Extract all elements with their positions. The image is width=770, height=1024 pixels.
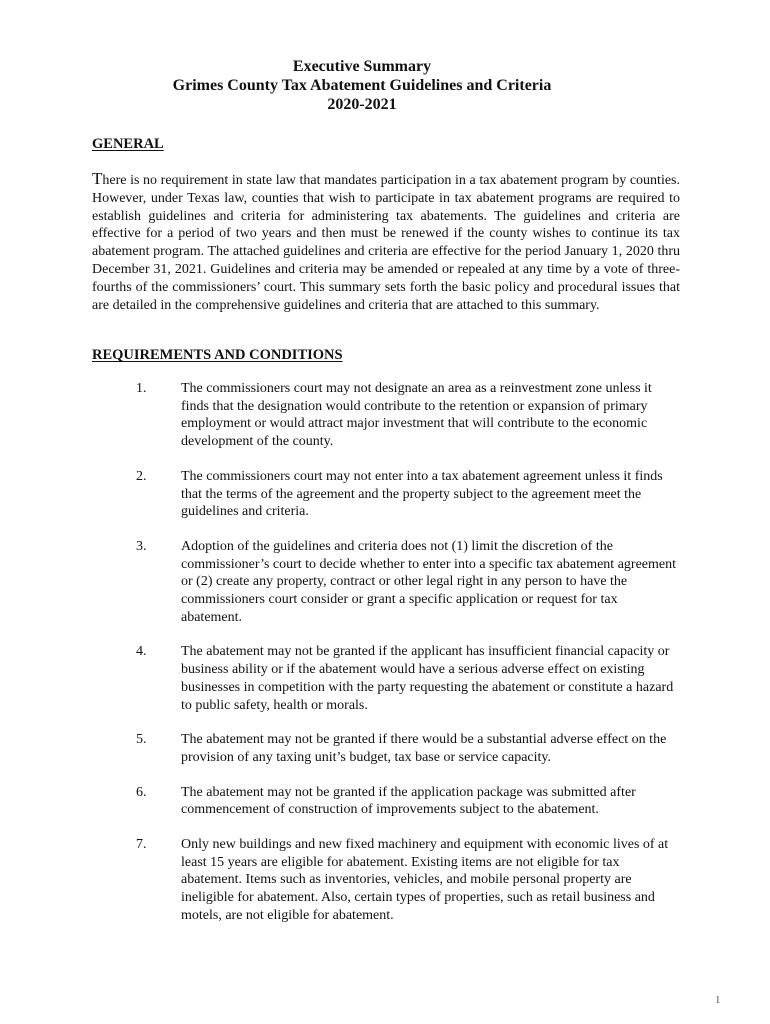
requirement-item — [92, 731, 692, 766]
title-line-years: 2020-2021 — [327, 96, 397, 113]
requirement-item — [92, 784, 692, 819]
requirements-heading: REQUIREMENTS AND CONDITIONS — [92, 347, 343, 363]
requirement-text: Adoption of the guidelines and criteria does not (1) limit the discretion of the commissioner’s court to decide whether to enter into a specific tax abatement agreement or (2) create any property, contract or other legal right in any person to have the commissioners court consider or grant a specific application or request for tax abatement. — [181, 538, 676, 625]
general-heading: GENERAL — [92, 136, 164, 152]
title-line-guidelines: Grimes County Tax Abatement Guidelines and Criteria — [172, 77, 552, 94]
requirement-number: 7. — [136, 837, 147, 853]
general-paragraph — [92, 170, 680, 314]
requirement-item — [92, 836, 692, 925]
general-paragraph-text: here is no requirement in state law that mandates participation in a tax abatement program by counties. However, under Texas law, counties that wish to participate in tax abatement programs are required to establish guidelines and criteria for administering tax abatements. The guidelines and criteria are effective for a period of two years and then must be renewed if the county wishes to continue its tax abatement program. The attached guidelines and criteria are effective for the period January 1, 2020 thru December 31, 2021. Guidelines and criteria may be amended or repealed at any time by a vote of three-fourths of the commissioners’ court. This summary sets forth the basic policy and procedural issues that are detailed in the comprehensive guidelines and criteria that are attached to this summary. — [92, 173, 680, 313]
general-first-letter: T — [92, 169, 103, 188]
requirement-number: 6. — [136, 784, 147, 800]
page-number: 1 — [715, 994, 721, 1006]
requirement-text: The abatement may not be granted if the applicant has insufficient financial capacity or business ability or if the abatement would have a serious adverse effect on existing businesses in competition with the party requesting the abatement or constitute a hazard to public safety, health or morals. — [181, 644, 674, 713]
title-line-executive-summary: Executive Summary — [292, 58, 432, 75]
requirement-number: 1. — [136, 381, 147, 396]
requirement-text: The abatement may not be granted if there would be a substantial adverse effect on the provision of any taxing unit’s budget, tax base or service capacity. — [181, 732, 667, 765]
requirement-number: 2. — [136, 468, 147, 484]
requirement-item — [92, 643, 692, 714]
requirement-number: 4. — [136, 644, 147, 660]
requirement-text: The commissioners court may not designate an area as a reinvestment zone unless it finds that the designation would contribute to the retention or expansion of primary employment or would attract major investment that will contribute to the economic development of the county. — [181, 381, 652, 450]
requirement-text: The commissioners court may not enter into a tax abatement agreement unless it finds that the terms of the agreement and the property subject to the agreement meet the guidelines and criteria. — [181, 468, 663, 520]
requirement-text: The abatement may not be granted if the application package was submitted after commencement of construction of improvements subject to the abatement. — [181, 784, 636, 818]
requirement-number: 3. — [136, 538, 147, 554]
requirement-item — [92, 538, 692, 627]
requirement-item — [92, 468, 692, 521]
document-title — [0, 57, 724, 114]
requirements-list — [92, 380, 692, 942]
requirement-text: Only new buildings and new fixed machinery and equipment with economic lives of at least 15 years are eligible for abatement. Existing items are not eligible for tax abatement. Items such as inventories, vehicles, and mobile personal property are ineligible for abatement. Also, certain types of properties, such as retail business and motels, are not eligible for abatement. — [181, 837, 669, 923]
requirement-number: 5. — [136, 732, 147, 748]
requirement-item — [92, 380, 692, 451]
